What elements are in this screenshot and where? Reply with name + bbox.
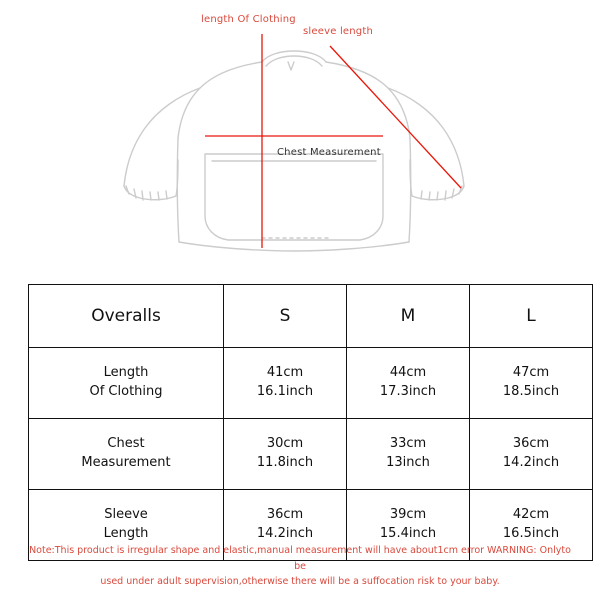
cell-value-inch: 15.4inch bbox=[379, 526, 437, 541]
cell-length-l bbox=[470, 348, 593, 419]
size-table bbox=[28, 284, 593, 561]
label-length-of-clothing: length Of Clothing bbox=[201, 14, 296, 25]
table-title-cell: Overalls bbox=[29, 285, 224, 348]
cell-length-s bbox=[224, 348, 347, 419]
cell-value-inch: 17.3inch bbox=[379, 384, 437, 399]
row-label-line2: Of Clothing bbox=[89, 384, 163, 399]
table-header-size-m: M bbox=[347, 285, 470, 348]
cell-value-inch: 18.5inch bbox=[502, 384, 560, 399]
neckline-inner bbox=[266, 56, 322, 66]
cell-value-cm: 39cm bbox=[389, 507, 427, 523]
cell-value-cm: 30cm bbox=[266, 436, 304, 452]
table-header-row bbox=[29, 285, 593, 348]
cell-value-inch: 16.5inch bbox=[502, 526, 560, 541]
cell-value-inch: 14.2inch bbox=[256, 526, 314, 541]
table-header-size-s: S bbox=[224, 285, 347, 348]
note-line-1: Note:This product is irregular shape and elastic,manual measurement will have about1cm error WARNING: Onlyto be bbox=[29, 545, 571, 572]
cell-value-inch: 14.2inch bbox=[502, 455, 560, 470]
cell-value-cm: 47cm bbox=[512, 365, 550, 381]
table-header-size-l: L bbox=[470, 285, 593, 348]
row-label-line2: Measurement bbox=[81, 455, 171, 470]
cell-value-cm: 44cm bbox=[389, 365, 427, 381]
label-chest-measurement: Chest Measurement bbox=[277, 147, 381, 158]
cell-value-cm: 33cm bbox=[389, 436, 427, 452]
cell-value-cm: 36cm bbox=[512, 436, 550, 452]
row-label-line1: Chest bbox=[107, 436, 145, 452]
table-row bbox=[29, 348, 593, 419]
cell-value-inch: 11.8inch bbox=[256, 455, 314, 470]
sleeve-line bbox=[330, 46, 461, 188]
cell-value-cm: 36cm bbox=[266, 507, 304, 523]
cell-chest-l bbox=[470, 419, 593, 490]
cell-chest-s bbox=[224, 419, 347, 490]
neck-notch bbox=[288, 62, 294, 70]
table-row bbox=[29, 419, 593, 490]
cell-length-m bbox=[347, 348, 470, 419]
garment-illustration bbox=[0, 0, 600, 272]
cell-value-cm: 41cm bbox=[266, 365, 304, 381]
garment-diagram bbox=[0, 0, 600, 272]
row-label-chest bbox=[29, 419, 224, 490]
cell-value-inch: 16.1inch bbox=[256, 384, 314, 399]
note-text bbox=[26, 543, 574, 590]
cell-value-cm: 42cm bbox=[512, 507, 550, 523]
row-label-line2: Length bbox=[103, 526, 149, 541]
row-label-line1: Length bbox=[103, 365, 149, 381]
row-label-length bbox=[29, 348, 224, 419]
cell-chest-m bbox=[347, 419, 470, 490]
label-sleeve-length: sleeve length bbox=[303, 26, 374, 37]
cell-value-inch: 13inch bbox=[386, 455, 430, 470]
note-line-2: used under adult supervision,otherwise there will be a suffocation risk to your baby. bbox=[100, 576, 500, 588]
row-label-line1: Sleeve bbox=[104, 507, 148, 523]
